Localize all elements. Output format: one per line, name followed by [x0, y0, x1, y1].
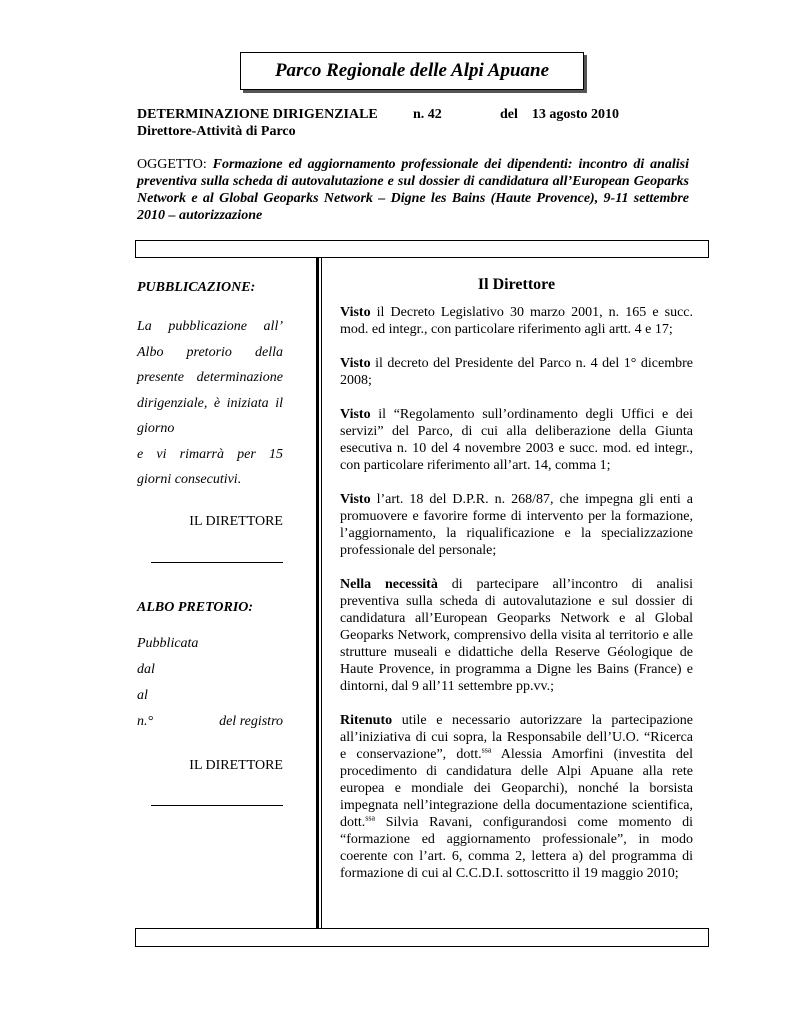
- paragraph-lead: Visto: [340, 492, 371, 507]
- determinazione-number: n. 42: [413, 107, 442, 122]
- paragraph-lead: Visto: [340, 305, 371, 320]
- numero-label: n.°: [137, 714, 154, 729]
- il-direttore-1: IL DIRETTORE: [189, 514, 283, 529]
- paragraph-lead: Visto: [340, 356, 371, 371]
- pub-line: dirigenziale, è iniziata il: [137, 395, 283, 411]
- visto-paragraph: [340, 406, 693, 474]
- superscript: ssa: [365, 813, 376, 823]
- paragraph-lead: Visto: [340, 407, 371, 422]
- ritenuto-paragraph: [340, 712, 693, 882]
- paragraph-text: Alessia Amorfini (investita del procedimento di candidatura delle Alpi Apuane alla rete europea e mondiale dei Geoparchi), nonché la borsista impegnata nell’integrazione della documentazione scientifica, dott.: [340, 747, 693, 830]
- paragraph-text: il “Regolamento sull’ordinamento degli Uffici e dei servizi” del Parco, di cui alla deliberazione della Giunta esecutiva n. 10 del 4 novembre 2003 e succ. mod. ed integr., con particolare riferimento all’art. 14, comma 1;: [340, 407, 693, 473]
- necessita-paragraph: [340, 576, 693, 695]
- visto-paragraph: [340, 355, 693, 389]
- il-direttore-2: IL DIRETTORE: [189, 758, 283, 773]
- oggetto-section: [137, 156, 689, 224]
- paragraph-text: il decreto del Presidente del Parco n. 4 del 1° dicembre 2008;: [340, 356, 693, 388]
- pubblicazione-text: [137, 314, 283, 493]
- dal-label: dal: [137, 662, 155, 677]
- oggetto-label: OGGETTO:: [137, 157, 213, 172]
- signature-line-2: [151, 805, 283, 806]
- paragraph-text: Silvia Ravani, configurandosi come momento di “formazione ed aggiornamento professionale”, in modo coerente con l’art. 6, comma 2, lettera a) del programma di formazione di cui al C.C.D.I. sottoscritto il 19 maggio 2010;: [340, 815, 693, 881]
- superscript: ssa: [481, 745, 492, 755]
- top-frame-bar: [135, 240, 709, 258]
- paragraph-text: il Decreto Legislativo 30 marzo 2001, n. 165 e succ. mod. ed integr., con particolare riferimento agli artt. 4 e 17;: [340, 305, 693, 337]
- pub-line: presente determinazione: [137, 370, 283, 385]
- pub-line: giorno: [137, 421, 175, 436]
- signature-line-1: [151, 562, 283, 563]
- paragraph-text: utile e necessario autorizzare la partecipazione all’iniziativa di cui sopra, la Responsabile dell’U.O. “Ricerca e conservazione”, dott.: [340, 713, 693, 762]
- del-registro-label: del registro: [219, 714, 283, 729]
- direttore-attivita: Direttore-Attività di Parco: [137, 124, 296, 139]
- del-label: del: [500, 107, 518, 122]
- visto-paragraph: [340, 304, 693, 338]
- oggetto-text: Formazione ed aggiornamento professionale dei dipendenti: incontro di analisi preventiva sulla scheda di autovalutazione e sul dossier di candidatura all’European Geoparks Network e al Global Geoparks Network – Digne les Bains (Haute Provence), 9-11 settembre 2010 – autorizzazione: [137, 157, 690, 223]
- pub-line: Albo pretorio della: [137, 344, 283, 360]
- albo-pretorio-heading: ALBO PRETORIO:: [137, 600, 254, 615]
- column-divider-thin: [321, 257, 322, 928]
- al-label: al: [137, 688, 148, 703]
- paragraph-lead: Ritenuto: [340, 713, 393, 728]
- paragraph-text: l’art. 18 del D.P.R. n. 268/87, che impegna gli enti a promuovere e favorire forme di intervento per la formazione, l’aggiornamento, la riqualificazione e la specializzazione professionale del personale;: [340, 492, 693, 558]
- pub-line: giorni consecutivi.: [137, 472, 242, 487]
- right-column: [340, 276, 693, 899]
- paragraph-text: di partecipare all’incontro di analisi preventiva sulla scheda di autovalutazione e sul dossier di candidatura all’European Geoparks Network e al Global Geoparks Network, comprensivo della visita al territorio e alle strutture museali e didattiche della Reserve Géologique de Haute Provence, in programma a Digne les Bains (France) e dintorni, dal 9 all’11 settembre pp.vv.;: [340, 577, 694, 694]
- determinazione-label: DETERMINAZIONE DIRIGENZIALE: [137, 107, 378, 122]
- document-title: Parco Regionale delle Alpi Apuane: [274, 60, 550, 81]
- pub-line: La pubblicazione all’: [137, 319, 283, 334]
- paragraph-lead: Nella necessità: [340, 577, 438, 592]
- pubblicazione-heading: PUBBLICAZIONE:: [137, 280, 256, 295]
- determinazione-date-line: [500, 107, 619, 123]
- pub-line: e vi rimarrà per 15: [137, 446, 283, 462]
- pubblicata-label: Pubblicata: [137, 636, 199, 651]
- document-title-box: [240, 52, 584, 90]
- bottom-frame-bar: [135, 928, 709, 947]
- column-divider: [316, 257, 319, 928]
- determinazione-date: 13 agosto 2010: [531, 107, 620, 122]
- visto-paragraph: [340, 491, 693, 559]
- il-direttore-heading: Il Direttore: [477, 276, 556, 293]
